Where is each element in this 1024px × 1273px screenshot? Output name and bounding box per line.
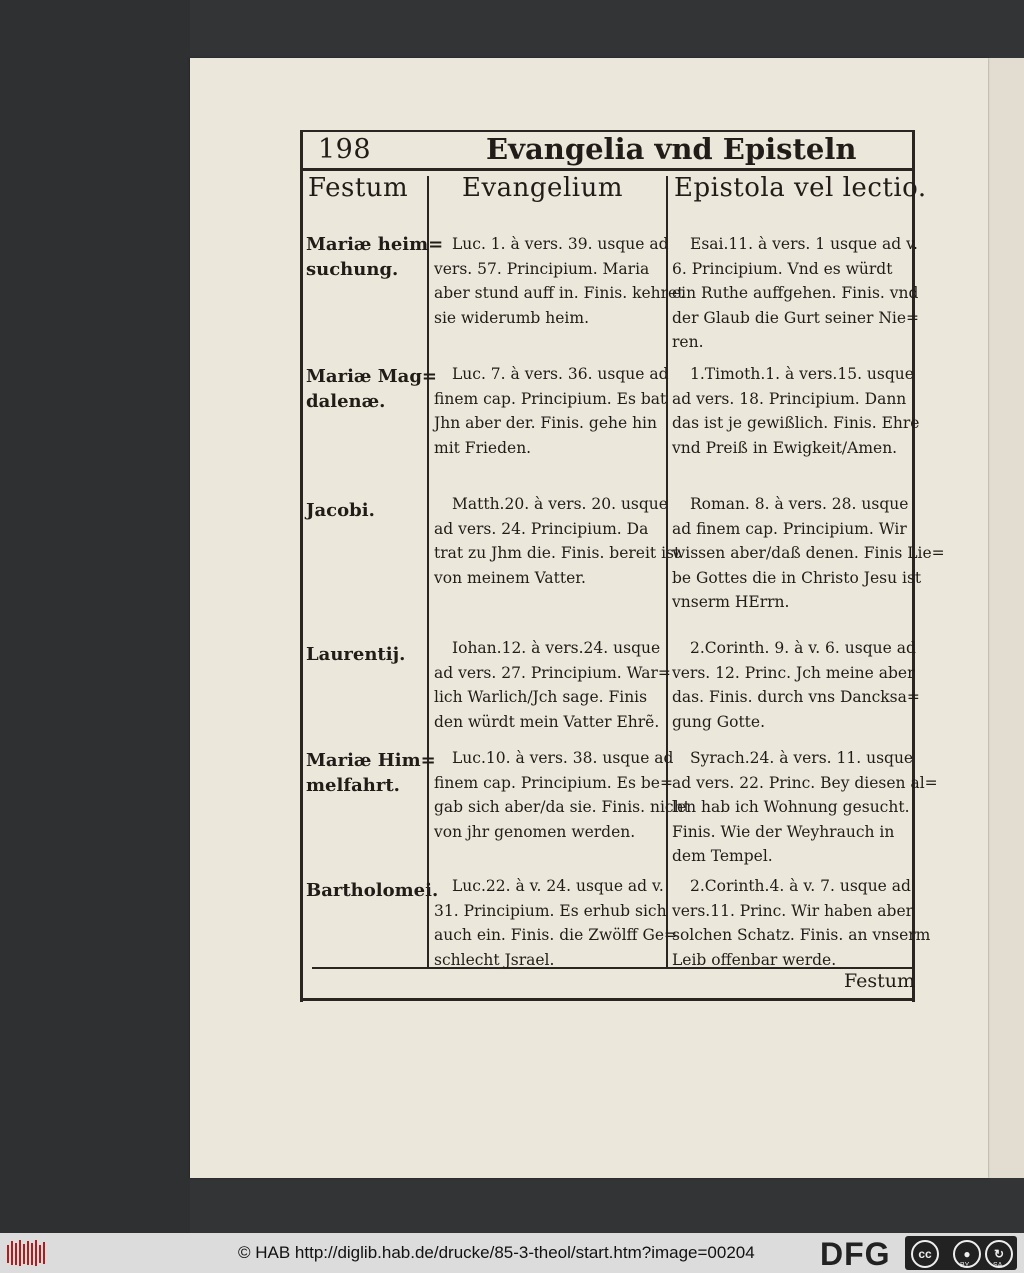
column-header-evangelium: Evangelium [462, 173, 623, 203]
running-title: Evangelia vnd Episteln [486, 132, 857, 166]
epistola-cell: Roman. 8. à vers. 28. usque ad finem cap. Principium. Wir wissen aber/daß denen. Finis Lie= be Gottes die in Christo Jesu ist vnserm HErrn. [672, 495, 945, 611]
festum-cell: Laurentij. [306, 644, 406, 665]
evangelium-cell: Luc.10. à vers. 38. usque ad finem cap. Principium. Es be= gab sich aber/da sie. Finis. nicht von jhr genomen werden. [434, 749, 690, 841]
epistola-cell: 1.Timoth.1. à vers.15. usque ad vers. 18. Principium. Dann das ist je gewißlich. Finis. Ehre vnd Preiß in Ewigkeit/Amen. [672, 365, 920, 457]
column-divider-1 [427, 176, 429, 968]
evangelium-cell: Luc. 1. à vers. 39. usque ad vers. 57. Principium. Maria aber stund auff in. Finis. kehret sie widerumb heim. [434, 235, 684, 327]
dfg-logo[interactable]: DFG [820, 1236, 891, 1272]
evangelium-cell: Matth.20. à vers. 20. usque ad vers. 24. Principium. Da trat zu Jhm die. Finis. bereit ist von meinem Vatter. [434, 495, 681, 587]
sa-icon: ↻ [985, 1240, 1013, 1268]
header-bottom-rule [300, 168, 915, 171]
evangelium-cell: Luc.22. à v. 24. usque ad v. 31. Principium. Es erhub sich auch ein. Finis. die Zwölff Ge= schlecht Jsrael. [434, 877, 678, 969]
viewer-footer [0, 1233, 1024, 1273]
next-page-edge [988, 58, 1024, 1178]
festum-cell: Mariæ Him= melfahrt. [306, 750, 436, 796]
cc-license-badge[interactable] [905, 1236, 1017, 1270]
cc-icon: cc [911, 1240, 939, 1268]
viewer-background [0, 0, 190, 1233]
by-label: BY [960, 1262, 970, 1269]
evangelium-cell: Luc. 7. à vers. 36. usque ad finem cap. Principium. Es bat Jhn aber der. Finis. gehe hin mit Frieden. [434, 365, 669, 457]
sa-label: SA [993, 1262, 1003, 1269]
evangelium-cell: Iohan.12. à vers.24. usque ad vers. 27. Principium. War= lich Warlich/Jch sage. Finis den würdt mein Vatter Ehrẽ. [434, 639, 671, 731]
copyright-link[interactable]: © HAB http://diglib.hab.de/drucke/85-3-theol/start.htm?image=00204 [238, 1243, 755, 1262]
catchword: Festum [844, 970, 916, 992]
festum-cell: Mariæ heim= suchung. [306, 234, 444, 280]
festum-cell: Bartholomei. [306, 880, 439, 901]
epistola-cell: 2.Corinth. 9. à v. 6. usque ad vers. 12. Princ. Jch meine aber das. Finis. durch vns Dancksa= gung Gotte. [672, 639, 920, 731]
hab-logo-icon[interactable] [6, 1237, 46, 1269]
by-icon: ● [953, 1240, 981, 1268]
epistola-cell: 2.Corinth.4. à v. 7. usque ad vers.11. Princ. Wir haben aber solchen Schatz. Finis. an vnserm Leib offenbar werde. [672, 877, 931, 969]
column-header-festum: Festum [308, 173, 409, 203]
page-number: 198 [318, 134, 372, 165]
column-header-epistola: Epistola vel lectio. [674, 173, 927, 203]
festum-cell: Jacobi. [306, 500, 375, 521]
epistola-cell: Syrach.24. à vers. 11. usque ad vers. 22. Princ. Bey diesen al= len hab ich Wohnung gesucht. Finis. Wie der Weyhrauch in dem Tempel. [672, 749, 938, 865]
frame-left-rule [300, 130, 303, 1002]
epistola-cell: Esai.11. à vers. 1 usque ad v. 6. Principium. Vnd es würdt ein Ruthe auffgehen. Finis. vnd der Glaub die Gurt seiner Nie= ren. [672, 235, 920, 351]
page-bottom-rule [302, 998, 914, 1001]
book-page [190, 58, 988, 1178]
festum-cell: Mariæ Mag= dalenæ. [306, 366, 437, 412]
